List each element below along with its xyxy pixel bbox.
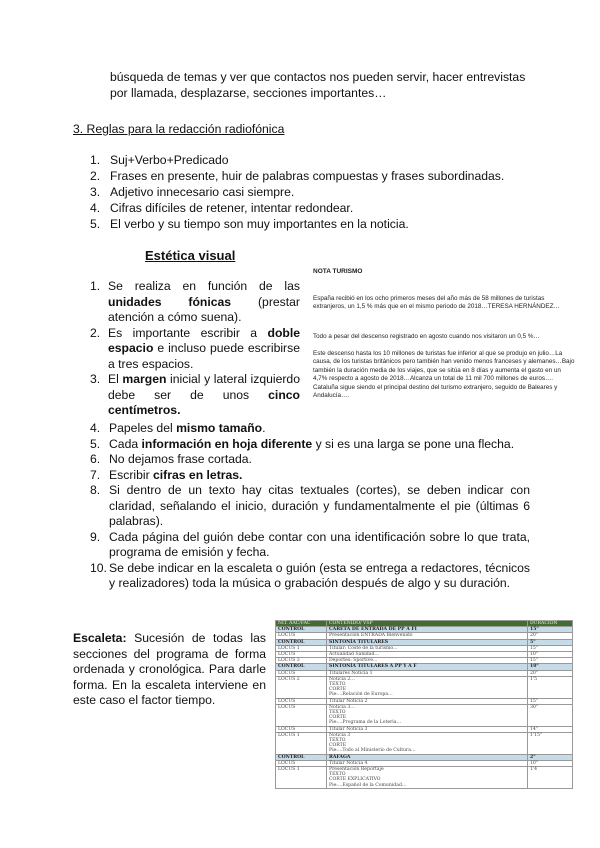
table-header: NIT. AAC/FAC — [276, 621, 327, 627]
table-cell-line: Titular Noticia 3 — [329, 726, 368, 732]
table-cell-source: LOCUS — [276, 726, 327, 732]
table-row — [276, 676, 573, 698]
list-item: 5. El verbo y su tiempo son muy importantes en la noticia. — [90, 217, 409, 231]
table-cell-line: Pie:…Relación de Europa… — [329, 692, 393, 698]
table-cell-source: LOCUS — [276, 704, 327, 726]
table-cell-source: LOCUS — [276, 698, 327, 704]
table-cell-duration: 10" — [528, 652, 573, 658]
table-cell-source: LOCUS — [276, 670, 327, 676]
table-header: DURACIÓN — [528, 621, 573, 627]
list-item: 2. Es importante escribir a doble espacio e incluso puede escribirse a tres espacios. — [90, 325, 300, 371]
table-cell-content — [327, 676, 528, 698]
table-cell-content — [327, 767, 528, 789]
table-cell-duration: 15" — [528, 698, 573, 704]
table-cell-line: CORTE — [329, 715, 347, 721]
table-cell-line: Deportes: Sportive… — [329, 658, 378, 664]
intro-paragraph: búsqueda de temas y ver que contactos nos pueden servir, hacer entrevistas por llamada, desplazarse, secciones importantes… — [110, 70, 526, 100]
table-cell-duration: 1'15" — [528, 732, 573, 754]
table-cell-line: CARETA DE ENTRADA DE PP A FI — [329, 627, 417, 633]
table-cell-line: Noticia 3 — [329, 732, 351, 738]
table-cell-line: Actualidad Sanidad… — [329, 652, 379, 658]
table-cell-duration: 15" — [528, 658, 573, 664]
table-cell-line: Titular: Coste de la turismo… — [329, 645, 398, 651]
table-cell-line: SINTONÍA TITULARES — [329, 639, 389, 645]
table-cell-source: CONTROL — [276, 639, 327, 645]
list-item: 3. Adjetivo innecesario casi siempre. — [90, 185, 295, 199]
rules-list — [90, 152, 540, 232]
table-cell-source: CONTROL — [276, 664, 327, 670]
table-cell-duration: 20" — [528, 633, 573, 639]
table-cell-line: Presentación Reportaje — [329, 767, 384, 773]
table-cell-line: Titular Noticia 4 — [329, 760, 368, 766]
nota-paragraph-2: Todo a pesar del descenso registrado en agosto cuando nos visitaron un 0,5 %… — [313, 333, 540, 340]
table-cell-line: Titular Noticia 2 — [329, 698, 368, 704]
table-cell-duration: 2" — [528, 754, 573, 760]
table-cell-line: SINTONÍA TITULARES A PP Y A F — [329, 664, 417, 670]
table-cell-duration: 1'4 — [528, 767, 573, 789]
list-item: 7. Escribir cifras en letras. — [90, 467, 243, 482]
table-cell-source: LOCUS 3 — [276, 658, 327, 664]
table-cell-line: RÁFAGA — [329, 754, 351, 760]
table-cell-line: TEXTO — [329, 710, 346, 716]
estetica-list-full — [90, 421, 530, 592]
table-cell-line: TEXTO — [329, 772, 346, 778]
table-cell-line: TEXTO — [329, 682, 346, 688]
table-row — [276, 732, 573, 754]
table-cell-duration: 1'5 — [528, 676, 573, 698]
table-cell-duration: 15" — [528, 627, 573, 633]
list-item: 5. Cada información en hoja diferente y si es una larga se pone una flecha. — [90, 436, 515, 451]
table-cell-source: LOCUS — [276, 760, 327, 766]
list-item: 3. El margen inicial y lateral izquierdo debe ser de unos cinco centímetros. — [90, 372, 300, 417]
table-cell-source: CONTROL — [276, 627, 327, 633]
nota-paragraph-3: Este descenso hasta los 10 millones de turistas fue inferior al que se produjo en julio…La causa, de los turistas británicos pero también han venido menos franceses y alemanes…Bajo también la duración media de los viajes, que se sitúa en 8 días y aumenta el gasto en un 4,7% respecto a agosto de 2018…Alcanza un total de 11 mil 700 millones de euros…. Cataluña sigue siendo el principal destino del turismo extranjero, seguido de Baleares y Andalucía…. — [313, 350, 575, 400]
table-cell-line: Pie:…Todo al Ministerio de Cultura… — [329, 748, 416, 754]
table-row — [276, 704, 573, 726]
list-item: 2. Frases en presente, huir de palabras compuestas y frases subordinadas. — [90, 169, 505, 183]
table-cell-line: Pie:…Español de la Comunidad… — [329, 782, 407, 788]
table-cell-line: Noticia 2… — [329, 676, 355, 682]
estetica-list-left — [90, 279, 300, 419]
table-cell-line: Presentación ENTRADA Bienvenido — [329, 633, 413, 639]
nota-paragraph-1: España recibió en los ocho primeros meses del año más de 58 millones de turistas extranjeros, un 1,5 % más que en el mismo periodo de 2018…TERESA HERNÁNDEZ… — [313, 295, 560, 311]
list-item: 4. Cifras difíciles de retener, intentar redondear. — [90, 201, 354, 215]
nota-title: NOTA TURISMO — [313, 268, 363, 275]
table-cell-source: LOCUS — [276, 652, 327, 658]
list-item: 1. Suj+Verbo+Predicado — [90, 153, 229, 167]
list-item: 9. Cada página del guión debe contar con una identificación sobre lo que trata, programa de emisión y fecha. — [90, 529, 530, 559]
table-cell-line: Noticia 3… — [329, 704, 355, 710]
list-item: 10. Se debe indicar en la escaleta o guión (esta se entrega a redactores, técnicos y realizadores) toda la música o grabación después de algo y su duración. — [90, 560, 530, 590]
table-cell-source: LOCUS 1 — [276, 645, 327, 651]
table-cell-duration: 20" — [528, 670, 573, 676]
table-cell-line: CORTE — [329, 687, 347, 693]
table-cell-source: LOCUS 1 — [276, 732, 327, 754]
escaleta-table — [275, 620, 573, 789]
table-cell-duration: 10" — [528, 664, 573, 670]
table-cell-line: Pie:…Programa de la Lotería… — [329, 720, 402, 726]
escaleta-definition: Escaleta: Sucesión de todas las secciones del programa de forma ordenada y cronológica. Para darle forma. En la escaleta interviene en este caso el factor tiempo. — [73, 631, 266, 707]
table-row — [276, 767, 573, 789]
table-cell-content — [327, 732, 528, 754]
table-cell-line: CORTE EXPLICATIVO — [329, 777, 381, 783]
table-cell-line: CORTE — [329, 743, 347, 749]
escaleta-term: Escaleta: — [73, 631, 127, 645]
estetica-heading: Estética visual — [145, 248, 236, 263]
list-item: 4. Papeles del mismo tamaño. — [90, 421, 266, 435]
table-cell-content — [327, 704, 528, 726]
table-cell-line: TEXTO — [329, 738, 346, 744]
table-cell-source: LOCUS 1 — [276, 767, 327, 789]
table-cell-duration: 10" — [528, 760, 573, 766]
table-cell-source: LOCUS 2 — [276, 676, 327, 698]
section-heading-reglas: 3. Reglas para la redacción radiofónica — [73, 122, 285, 136]
table-header: CONTENIDO/ VSP — [327, 621, 528, 627]
list-item: 6. No dejamos frase cortada. — [90, 452, 252, 466]
table-cell-duration: 5" — [528, 639, 573, 645]
table-cell-duration: 30" — [528, 704, 573, 726]
list-item: 8. Si dentro de un texto hay citas textuales (cortes), se deben indicar con claridad, señalando el inicio, duración y fundamentalmente el pie (últimas 6 palabras). — [90, 483, 530, 528]
table-cell-duration: 14" — [528, 726, 573, 732]
table-cell-duration: 15" — [528, 645, 573, 651]
table-body — [276, 627, 573, 789]
table-cell-line: Titulares Noticia 1 — [329, 670, 373, 676]
list-item: 1. Se realiza en función de las unidades fónicas (prestar atención a cómo suena). — [90, 279, 300, 324]
table-cell-source: CONTROL — [276, 754, 327, 760]
table-cell-source: LOCUS — [276, 633, 327, 639]
